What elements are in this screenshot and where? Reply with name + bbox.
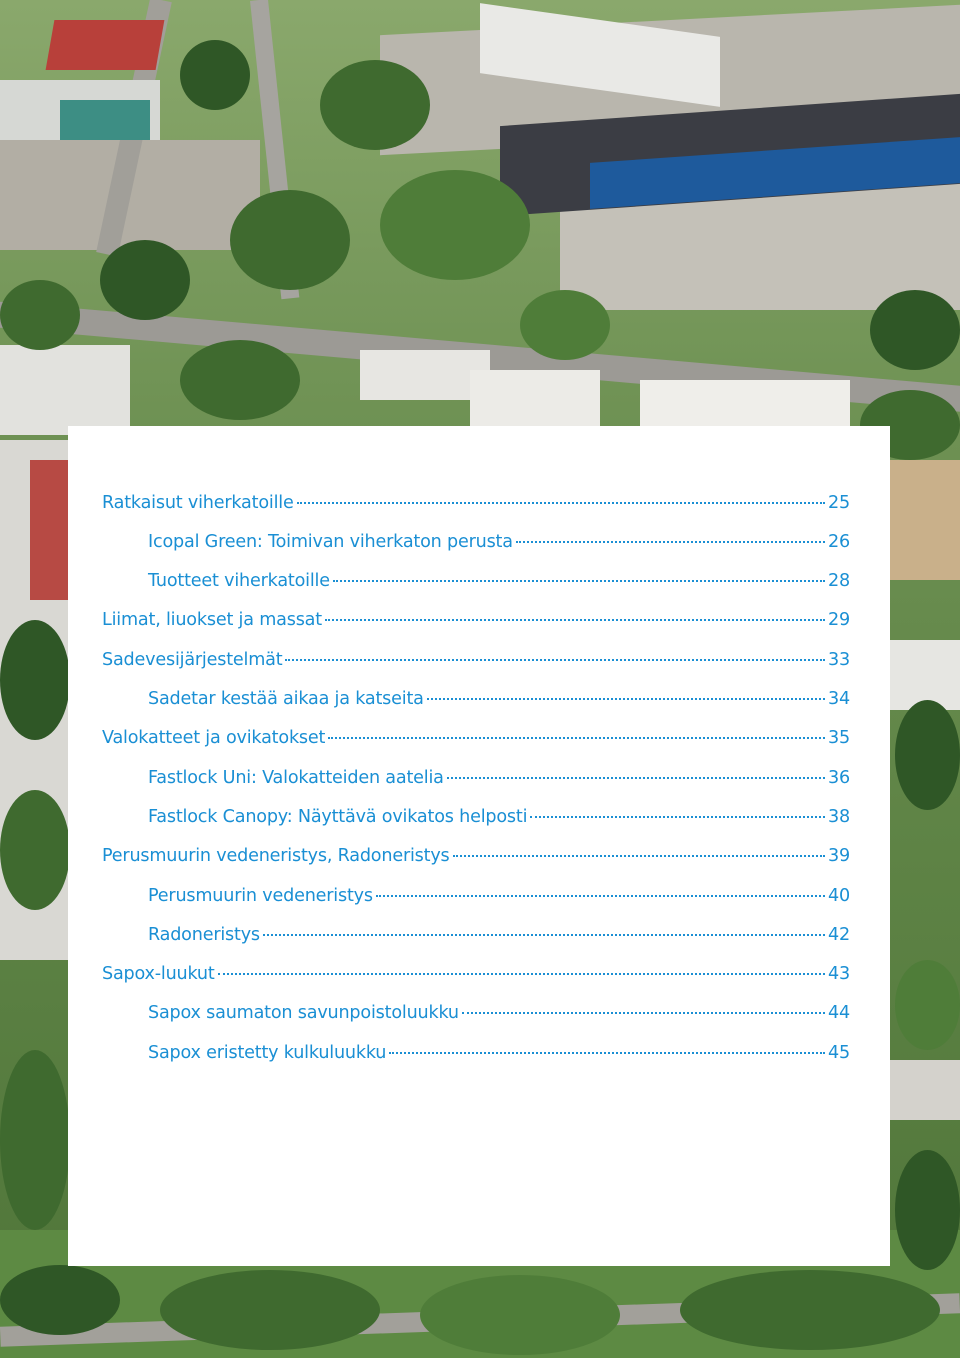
toc-entry-page-number: 45: [828, 1042, 850, 1063]
dot-leader: [285, 641, 825, 661]
tree: [100, 240, 190, 320]
tree: [870, 290, 960, 370]
toc-entry-title: Perusmuurin vedeneristys, Radoneristys: [102, 846, 450, 867]
building-roof: [60, 100, 150, 140]
toc-subentry[interactable]: [102, 920, 850, 959]
dot-leader: [297, 484, 825, 504]
toc-entry[interactable]: [102, 488, 850, 527]
dot-leader: [218, 956, 825, 976]
apartment-building: [0, 345, 130, 435]
toc-subentry[interactable]: [102, 1038, 850, 1077]
toc-entry-page-number: 44: [828, 1003, 850, 1024]
toc-entry-title: Sadevesijärjestelmät: [102, 649, 283, 670]
tree: [380, 170, 530, 280]
toc-entry[interactable]: [102, 606, 850, 645]
balconies: [30, 460, 70, 600]
dot-leader: [530, 798, 825, 818]
toc-entry[interactable]: [102, 724, 850, 763]
toc-subentry[interactable]: [102, 684, 850, 723]
dot-leader: [462, 995, 825, 1015]
dot-leader: [333, 563, 825, 583]
tree: [0, 1050, 70, 1230]
dot-leader: [447, 759, 825, 779]
toc-entry-page-number: 40: [828, 885, 850, 906]
tree: [0, 1265, 120, 1335]
toc-entry-title: Fastlock Canopy: Näyttävä ovikatos helposti: [148, 806, 528, 827]
toc-subentry[interactable]: [102, 881, 850, 920]
toc-entry-title: Fastlock Uni: Valokatteiden aatelia: [148, 767, 444, 788]
toc-entry-title: Sadetar kestää aikaa ja katseita: [148, 689, 424, 710]
dot-leader: [516, 523, 825, 543]
tree: [160, 1270, 380, 1350]
toc-entry-title: Radoneristys: [148, 924, 260, 945]
toc-entry-page-number: 38: [828, 806, 850, 827]
dot-leader: [376, 877, 825, 897]
toc-subentry[interactable]: [102, 802, 850, 841]
dot-leader: [263, 916, 825, 936]
toc-subentry[interactable]: [102, 567, 850, 606]
sand-field: [890, 460, 960, 580]
tree: [520, 290, 610, 360]
tree: [895, 960, 960, 1050]
toc-entry[interactable]: [102, 842, 850, 881]
toc-entry-page-number: 29: [828, 610, 850, 631]
toc-entry-title: Ratkaisut viherkatoille: [102, 492, 294, 513]
tree: [180, 340, 300, 420]
toc-entry-title: Icopal Green: Toimivan viherkaton perusta: [148, 531, 513, 552]
toc-subentry[interactable]: [102, 999, 850, 1038]
dot-leader: [325, 602, 825, 622]
dot-leader: [453, 838, 825, 858]
dot-leader: [427, 680, 825, 700]
toc-entry-page-number: 28: [828, 571, 850, 592]
house: [890, 1060, 960, 1120]
toc-entry[interactable]: [102, 645, 850, 684]
table-of-contents: [102, 488, 850, 1077]
tree: [180, 40, 250, 110]
toc-entry-page-number: 36: [828, 767, 850, 788]
toc-subentry[interactable]: [102, 527, 850, 566]
toc-entry-title: Valokatteet ja ovikatokset: [102, 728, 326, 749]
tree: [0, 620, 70, 740]
tree: [320, 60, 430, 150]
toc-entry-title: Tuotteet viherkatoille: [148, 571, 330, 592]
tree: [680, 1270, 940, 1350]
toc-entry-title: Perusmuurin vedeneristys: [148, 885, 373, 906]
tree: [895, 700, 960, 810]
tree: [895, 1150, 960, 1270]
toc-entry-page-number: 26: [828, 531, 850, 552]
table-of-contents-panel: [68, 426, 890, 1266]
toc-entry-title: Sapox-luukut: [102, 964, 215, 985]
tree: [0, 790, 70, 910]
toc-entry-page-number: 42: [828, 924, 850, 945]
red-roof: [46, 20, 165, 70]
toc-entry-page-number: 35: [828, 728, 850, 749]
toc-entry-page-number: 39: [828, 846, 850, 867]
tree: [420, 1275, 620, 1355]
dot-leader: [328, 720, 825, 740]
toc-entry-title: Sapox eristetty kulkuluukku: [148, 1042, 387, 1063]
toc-entry-page-number: 34: [828, 689, 850, 710]
tree: [0, 280, 80, 350]
toc-entry-page-number: 25: [828, 492, 850, 513]
toc-entry-page-number: 33: [828, 649, 850, 670]
toc-entry[interactable]: [102, 960, 850, 999]
toc-subentry[interactable]: [102, 763, 850, 802]
dot-leader: [389, 1034, 825, 1054]
toc-entry-page-number: 43: [828, 964, 850, 985]
toc-entry-title: Liimat, liuokset ja massat: [102, 610, 322, 631]
tree: [230, 190, 350, 290]
toc-entry-title: Sapox saumaton savunpoistoluukku: [148, 1003, 459, 1024]
